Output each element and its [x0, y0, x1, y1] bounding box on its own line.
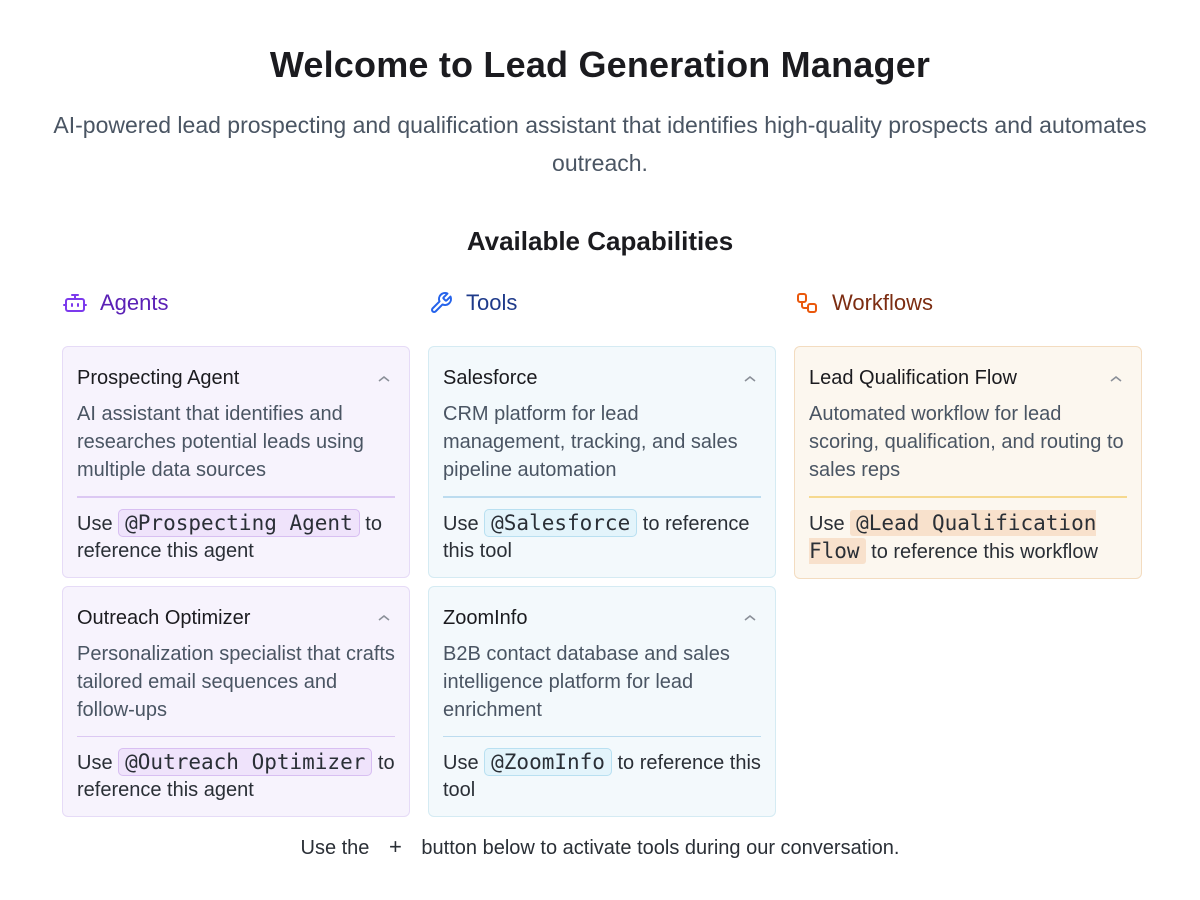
- agent-card-prospecting[interactable]: [62, 346, 410, 578]
- chevron-up-icon[interactable]: [743, 613, 757, 623]
- card-header[interactable]: [77, 367, 395, 390]
- card-divider: [77, 496, 395, 498]
- footer-text-after: button below to activate tools during our conversation.: [421, 837, 900, 859]
- card-description: CRM platform for lead management, tracking, and sales pipeline automation: [443, 403, 738, 481]
- card-usage: [77, 510, 395, 565]
- mention-tag[interactable]: @Salesforce: [484, 509, 637, 537]
- agent-card-outreach[interactable]: [62, 586, 410, 818]
- chevron-up-icon[interactable]: [377, 374, 391, 384]
- card-usage: [809, 510, 1127, 566]
- page-title: Welcome to Lead Generation Manager: [269, 44, 931, 85]
- tool-card-zoominfo[interactable]: [428, 586, 776, 818]
- card-usage: [443, 749, 761, 804]
- usage-prefix: Use: [809, 512, 845, 535]
- workflows-column: [794, 286, 1142, 587]
- usage-prefix: Use: [443, 752, 479, 774]
- mention-tag[interactable]: @Prospecting Agent: [118, 509, 360, 537]
- chevron-up-icon[interactable]: [377, 613, 391, 623]
- usage-prefix: Use: [443, 512, 479, 535]
- card-header[interactable]: [809, 367, 1127, 390]
- footer-text-before: Use the: [300, 837, 370, 859]
- usage-suffix: to reference this agent: [77, 512, 382, 562]
- robot-icon: [62, 290, 88, 316]
- usage-prefix: Use: [77, 512, 113, 535]
- tool-card-salesforce[interactable]: [428, 346, 776, 578]
- card-divider: [809, 496, 1127, 498]
- card-description: AI assistant that identifies and researches potential leads using multiple data sources: [77, 403, 364, 481]
- agents-column: [62, 286, 410, 825]
- workflows-header: [794, 286, 1142, 320]
- page-subtitle: AI-powered lead prospecting and qualification assistant that identifies high-quality prospects and automates outreach.: [53, 112, 1147, 176]
- workflow-icon: [794, 290, 820, 316]
- card-title: ZoomInfo: [443, 606, 528, 629]
- card-divider: [443, 496, 761, 498]
- card-header[interactable]: [443, 367, 761, 390]
- card-title: Outreach Optimizer: [77, 606, 251, 629]
- chevron-up-icon[interactable]: [743, 374, 757, 384]
- mention-tag[interactable]: @ZoomInfo: [484, 748, 612, 776]
- card-header[interactable]: [443, 607, 761, 630]
- card-usage: [443, 510, 761, 565]
- card-description: Automated workflow for lead scoring, qualification, and routing to sales reps: [809, 403, 1124, 481]
- card-description: Personalization specialist that crafts tailored email sequences and follow-ups: [77, 642, 395, 721]
- card-title: Salesforce: [443, 367, 538, 389]
- usage-suffix: to reference this workflow: [871, 540, 1098, 563]
- tools-label: Tools: [466, 290, 518, 315]
- chevron-up-icon[interactable]: [1109, 374, 1123, 384]
- capabilities-heading: Available Capabilities: [466, 226, 734, 256]
- mention-tag[interactable]: @Lead Qualification Flow: [809, 510, 1097, 563]
- tools-column: [428, 286, 776, 825]
- card-header[interactable]: [77, 607, 395, 630]
- card-description: B2B contact database and sales intelligence platform for lead enrichment: [443, 642, 730, 721]
- tools-header: [428, 286, 776, 320]
- usage-suffix: to reference this agent: [77, 752, 395, 801]
- agents-label: Agents: [100, 290, 169, 315]
- plus-icon: +: [389, 834, 402, 859]
- mention-tag[interactable]: @Outreach Optimizer: [118, 748, 372, 776]
- usage-suffix: to reference this tool: [443, 512, 750, 562]
- card-title: Lead Qualification Flow: [809, 367, 1017, 389]
- card-usage: [77, 749, 395, 804]
- card-divider: [77, 736, 395, 738]
- footer-hint: [0, 834, 1200, 860]
- usage-prefix: Use: [77, 752, 113, 774]
- card-divider: [443, 736, 761, 738]
- wrench-icon: [428, 290, 454, 316]
- workflows-label: Workflows: [832, 290, 934, 315]
- agents-header: [62, 286, 410, 320]
- usage-suffix: to reference this tool: [443, 752, 761, 801]
- card-title: Prospecting Agent: [77, 367, 240, 389]
- workflow-card-lead-qualification[interactable]: [794, 346, 1142, 579]
